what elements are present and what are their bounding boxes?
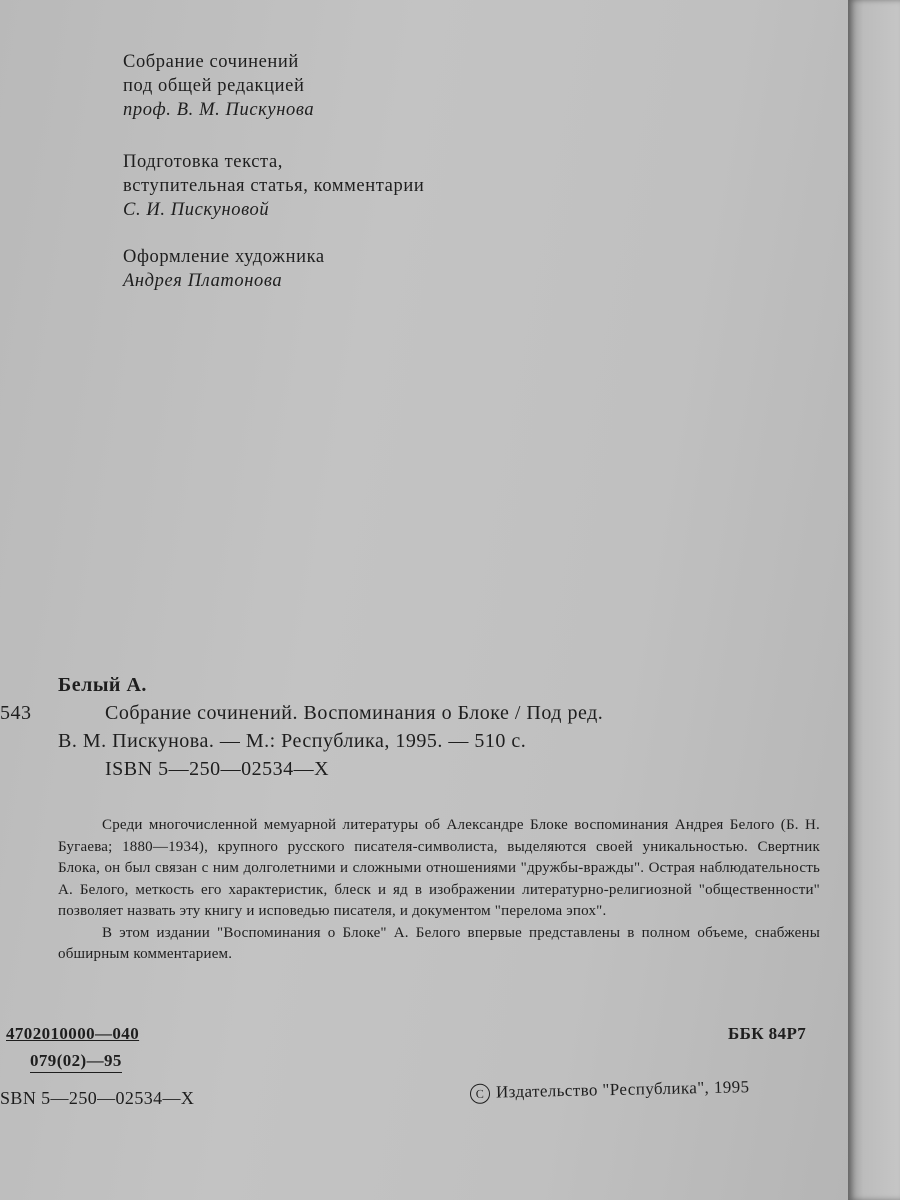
credits-text-prep-block	[123, 150, 424, 222]
bib-title-line: Собрание сочинений. Воспоминания о Блоке / Под ред.	[105, 702, 604, 724]
credits-edition-line: под общей редакцией	[123, 76, 305, 96]
credits-designer-name: Андрея Платонова	[123, 271, 283, 291]
classification-code: 4702010000—040	[6, 1024, 140, 1043]
bib-publisher-line: В. М. Пискунова. — М.: Республика, 1995. — 510 с.	[58, 730, 527, 752]
bib-author: Белый А.	[58, 674, 147, 696]
adjacent-page-edge	[848, 0, 900, 1200]
credits-text-line: вступительная статья, комментарии	[123, 176, 425, 196]
abstract-paragraph: В этом издании "Воспоминания о Блоке" А. Белого впервые представлены в полном объеме, снабжены обширным комментарием.	[58, 924, 820, 962]
credits-text-author: С. И. Пискуновой	[123, 200, 270, 220]
credits-editor-block	[123, 50, 314, 122]
abstract	[58, 815, 820, 966]
credits-design-block	[123, 245, 325, 293]
copyright-text: Издательство "Республика", 1995	[495, 1077, 750, 1102]
copyright-notice	[470, 1077, 750, 1104]
bbk-code: ББК 84Р7	[728, 1024, 807, 1043]
bib-isbn: ISBN 5—250—02534—X	[105, 758, 330, 780]
credits-edition-line: Собрание сочинений	[123, 52, 299, 72]
copyright-icon: C	[470, 1084, 490, 1104]
abstract-paragraph: Среди многочисленной мемуарной литературы об Александре Блоке воспоминания Андрея Белого (Б. Н. Бугаева; 1880—1934), крупного русского писателя-символиста, выделяются своей уникальностью. Свертник Блока, он был связан с ним долголетними и сложными отношениями "дружбы-вражды". Острая наблюдательность А. Белого, меткость его характеристик, блеск и яд в изображении литературно-религиозной "общественности" позволяет назвать эту книгу и исповедью писателя, и документом "перелома эпох".	[58, 817, 820, 919]
credits-editor-name: проф. В. М. Пискунова	[123, 100, 315, 120]
bib-call-number: 543	[0, 702, 32, 724]
credits-design-line: Оформление художника	[123, 247, 325, 267]
classification-code: 079(02)—95	[30, 1051, 122, 1073]
footer-isbn: SBN 5—250—02534—X	[0, 1088, 195, 1108]
credits-text-line: Подготовка текста,	[123, 152, 283, 172]
